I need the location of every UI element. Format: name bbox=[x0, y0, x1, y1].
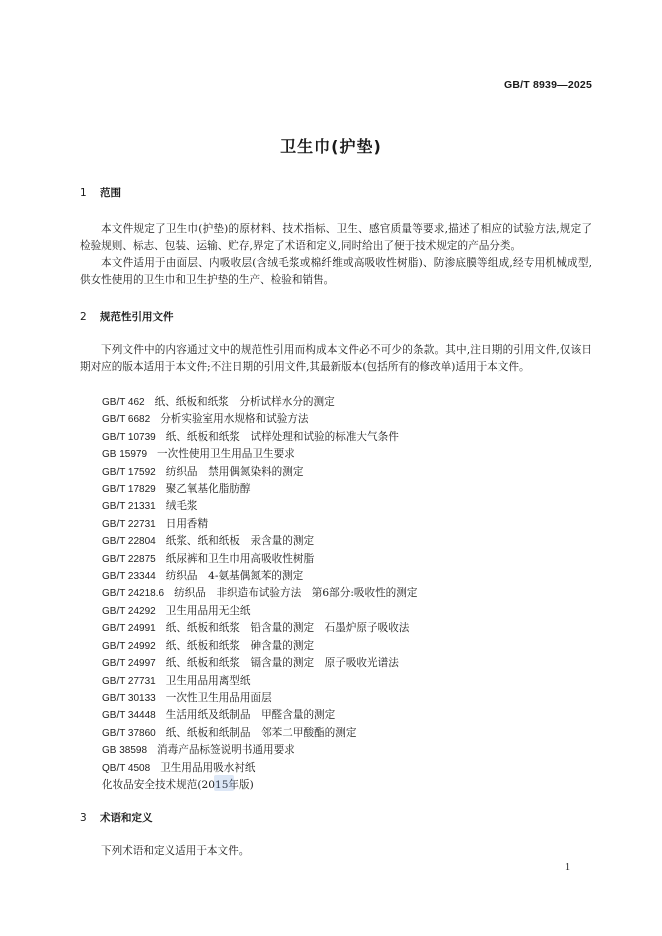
reference-title: 纸、纸板和纸浆 分析试样水分的测定 bbox=[154, 396, 335, 408]
reference-code: GB/T 22731 bbox=[102, 518, 156, 530]
reference-title: 纸、纸板和纸浆 铅含量的测定 石墨炉原子吸收法 bbox=[165, 622, 410, 635]
scope-paragraph-2: 本文件适用于由面层、内吸收层(含绒毛浆或棉纤维或高吸收性树脂)、防渗底膜等组成,经专用机械成型,供女性使用的卫生巾和卫生护垫的生产、检验和销售。 bbox=[80, 257, 592, 286]
reference-code: GB/T 34448 bbox=[102, 710, 156, 722]
reference-item bbox=[102, 394, 417, 411]
section-2-heading bbox=[80, 309, 174, 324]
reference-item bbox=[102, 673, 417, 690]
reference-code: GB/T 17592 bbox=[102, 466, 156, 478]
reference-code: GB/T 24292 bbox=[102, 605, 156, 617]
reference-item bbox=[102, 690, 417, 707]
section-title: 范围 bbox=[100, 187, 121, 199]
reference-item bbox=[102, 760, 417, 777]
reference-code: GB/T 24218.6 bbox=[102, 588, 165, 600]
reference-title: 纺织品 禁用偶氮染料的测定 bbox=[165, 465, 304, 478]
section-3-heading bbox=[80, 810, 153, 825]
reference-item bbox=[102, 481, 417, 498]
reference-item bbox=[102, 411, 417, 428]
reference-item bbox=[102, 742, 417, 759]
reference-code: GB/T 22875 bbox=[102, 553, 156, 565]
reference-code: GB/T 6682 bbox=[102, 414, 151, 426]
reference-code: QB/T 4508 bbox=[102, 762, 151, 774]
reference-code: GB 38598 bbox=[102, 745, 148, 757]
reference-title: 分析实验室用水规格和试验方法 bbox=[160, 413, 309, 426]
reference-title: 生活用纸及纸制品 甲醛含量的测定 bbox=[165, 709, 336, 722]
reference-item bbox=[102, 429, 417, 446]
reference-code: GB/T 30133 bbox=[102, 692, 156, 704]
reference-code: GB 15979 bbox=[102, 449, 148, 461]
reference-item bbox=[102, 585, 417, 602]
reference-list bbox=[102, 394, 417, 794]
reference-item bbox=[102, 516, 417, 533]
reference-item bbox=[102, 551, 417, 568]
reference-item bbox=[102, 568, 417, 585]
reference-title: 绒毛浆 bbox=[165, 500, 198, 513]
section-title: 规范性引用文件 bbox=[100, 311, 174, 323]
reference-code: GB/T 27731 bbox=[102, 675, 156, 687]
reference-item bbox=[102, 655, 417, 672]
reference-title: 一次性卫生用品用面层 bbox=[165, 691, 272, 704]
reference-item bbox=[102, 707, 417, 724]
reference-title: 纸浆、纸和纸板 汞含量的测定 bbox=[165, 535, 315, 548]
reference-code: GB/T 22804 bbox=[102, 536, 156, 548]
reference-code: GB/T 10739 bbox=[102, 431, 156, 443]
reference-item bbox=[102, 464, 417, 481]
reference-item bbox=[102, 620, 417, 637]
reference-title: 纺织品 4-氨基偶氮苯的测定 bbox=[165, 570, 304, 583]
normative-refs-intro: 下列文件中的内容通过文中的规范性引用而构成本文件必不可少的条款。其中,注日期的引用文件,仅该日期对应的版本适用于本文件;不注日期的引用文件,其最新版本(包括所有的修改单)适用于本文件。 bbox=[80, 344, 592, 373]
reference-item bbox=[102, 533, 417, 550]
reference-item bbox=[102, 777, 417, 794]
section-1-heading bbox=[80, 185, 121, 200]
reference-code: GB/T 24991 bbox=[102, 623, 156, 635]
reference-item bbox=[102, 498, 417, 515]
reference-title: 消毒产品标签说明书通用要求 bbox=[157, 744, 295, 757]
reference-title: 一次性使用卫生用品卫生要求 bbox=[157, 448, 295, 461]
reference-title: 纸、纸板和纸制品 邻苯二甲酸酯的测定 bbox=[165, 726, 357, 739]
reference-title: 纸、纸板和纸浆 试样处理和试验的标准大气条件 bbox=[165, 430, 399, 443]
reference-title: 纸尿裤和卫生巾用高吸收性树脂 bbox=[165, 552, 315, 565]
watermark-mark bbox=[214, 775, 234, 791]
reference-title: 纸、纸板和纸浆 砷含量的测定 bbox=[165, 639, 315, 652]
reference-title: 卫生用品用吸水衬纸 bbox=[160, 761, 256, 774]
reference-code: GB/T 24997 bbox=[102, 658, 156, 670]
reference-title: 化妆品安全技术规范(2015年版) bbox=[102, 778, 254, 791]
section-number: 3 bbox=[80, 812, 87, 824]
reference-item bbox=[102, 638, 417, 655]
reference-code: GB/T 462 bbox=[102, 397, 145, 408]
standard-id: GB/T 8939—2025 bbox=[503, 79, 592, 91]
reference-title: 纺织品 非织造布试验方法 第6部分:吸收性的测定 bbox=[174, 587, 418, 600]
reference-code: GB/T 21331 bbox=[102, 501, 156, 513]
reference-code: GB/T 23344 bbox=[102, 571, 156, 583]
reference-code: GB/T 17829 bbox=[102, 484, 156, 496]
terms-intro: 下列术语和定义适用于本文件。 bbox=[101, 845, 250, 857]
section-number: 2 bbox=[80, 311, 87, 323]
document-title: 卫生巾(护垫) bbox=[280, 137, 382, 156]
reference-title: 卫生用品用无尘纸 bbox=[165, 604, 251, 617]
reference-item bbox=[102, 446, 417, 463]
reference-item bbox=[102, 603, 417, 620]
reference-title: 日用香精 bbox=[165, 517, 209, 530]
reference-title: 聚乙氧基化脂肪醇 bbox=[165, 483, 251, 496]
scope-paragraph-1: 本文件规定了卫生巾(护垫)的原材料、技术指标、卫生、感官质量等要求,描述了相应的试验方法,规定了检验规则、标志、包装、运输、贮存,界定了术语和定义,同时给出了便于技术规定的产品分类。 bbox=[80, 223, 592, 252]
page-number: 1 bbox=[565, 862, 570, 873]
reference-code: GB/T 24992 bbox=[102, 640, 156, 652]
section-number: 1 bbox=[80, 187, 87, 199]
reference-title: 卫生用品用离型纸 bbox=[165, 674, 251, 687]
section-title: 术语和定义 bbox=[100, 812, 153, 824]
reference-title: 纸、纸板和纸浆 镉含量的测定 原子吸收光谱法 bbox=[165, 657, 399, 670]
reference-item bbox=[102, 725, 417, 742]
reference-code: GB/T 37860 bbox=[102, 727, 156, 739]
